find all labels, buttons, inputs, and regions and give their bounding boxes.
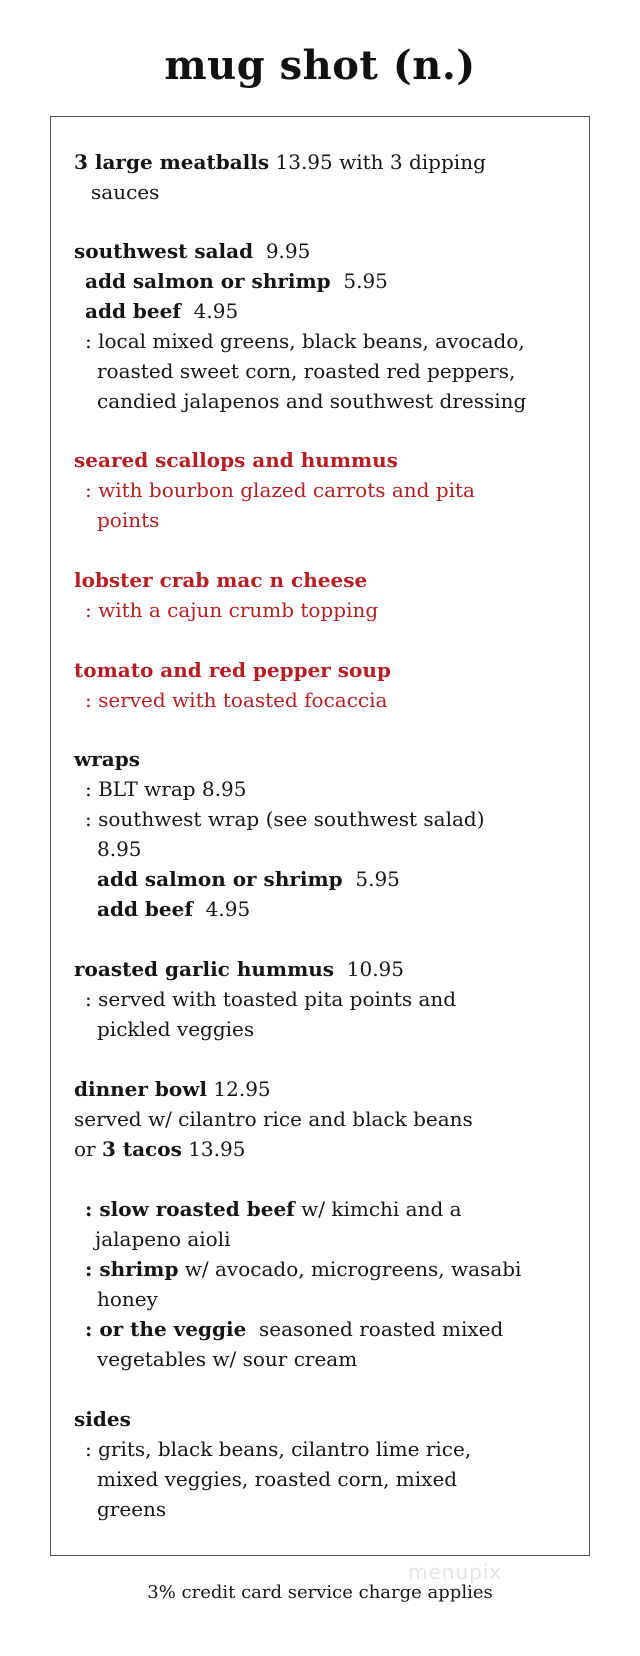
option-description: seasoned roasted mixed <box>259 1317 504 1341</box>
item-price: 12.95 <box>213 1077 271 1101</box>
item-description: : local mixed greens, black beans, avocado, <box>85 329 525 353</box>
watermark: menupix <box>408 1560 503 1584</box>
service-charge-note: 3% credit card service charge applies <box>147 1582 493 1603</box>
item-description: : with a cajun crumb topping <box>85 598 379 622</box>
option-description: jalapeno aioli <box>95 1227 231 1251</box>
option-description: w/ kimchi and a <box>301 1197 462 1221</box>
item-price: 9.95 <box>265 239 311 263</box>
menu-item-mac-n-cheese: lobster crab mac n cheese <box>74 568 368 592</box>
item-name: roasted garlic hummus <box>74 957 335 981</box>
item-price: 13.95 with 3 dipping <box>275 150 486 174</box>
addon-name: add beef <box>85 299 181 323</box>
option-description: w/ avocado, microgreens, wasabi <box>184 1257 522 1281</box>
option-description: vegetables w/ sour cream <box>97 1347 358 1371</box>
item-description: : with bourbon glazed carrots and pita <box>85 478 475 502</box>
wrap-southwest: : southwest wrap (see southwest salad) <box>85 807 485 831</box>
item-description: : served with toasted focaccia <box>85 688 388 712</box>
item-description: greens <box>97 1497 167 1521</box>
addon-name: add beef <box>97 897 193 921</box>
item-name: 3 large meatballs <box>74 150 270 174</box>
item-name: 3 tacos <box>101 1137 182 1161</box>
page-title: mug shot (n.) <box>164 42 476 89</box>
wrap-southwest-price: 8.95 <box>97 837 142 861</box>
addon-salmon-shrimp <box>97 864 400 894</box>
addon-price: 5.95 <box>355 867 400 891</box>
item-name: dinner bowl <box>74 1077 208 1101</box>
item-price: 13.95 <box>188 1137 246 1161</box>
menu-item-dinner-bowl <box>74 1074 271 1104</box>
menu-item-wraps: wraps <box>74 747 140 771</box>
menu-item-hummus <box>74 954 404 984</box>
item-description: mixed veggies, roasted corn, mixed <box>97 1467 458 1491</box>
item-description: : served with toasted pita points and <box>85 987 457 1011</box>
option-slow-roasted-beef <box>85 1194 462 1224</box>
option-description: honey <box>97 1287 158 1311</box>
menu-item-soup: tomato and red pepper soup <box>74 658 391 682</box>
addon-price: 4.95 <box>205 897 251 921</box>
addon-beef <box>85 296 238 326</box>
menu-item-sides: sides <box>74 1407 131 1431</box>
item-description: roasted sweet corn, roasted red peppers, <box>97 359 516 383</box>
option-name: : slow roasted beef <box>85 1197 295 1221</box>
option-name: : shrimp <box>85 1257 179 1281</box>
item-description: : grits, black beans, cilantro lime rice, <box>85 1437 472 1461</box>
item-name: southwest salad <box>74 239 254 263</box>
menu-item-meatballs <box>74 147 486 177</box>
addon-price: 4.95 <box>193 299 239 323</box>
addon-name: add salmon or shrimp <box>97 867 343 891</box>
item-description: sauces <box>91 180 160 204</box>
wrap-blt: : BLT wrap 8.95 <box>85 777 247 801</box>
menu-item-tacos <box>74 1134 245 1164</box>
option-veggie <box>85 1314 503 1344</box>
item-description: served w/ cilantro rice and black beans <box>74 1107 473 1131</box>
addon-beef <box>97 894 250 924</box>
or-text: or <box>74 1137 96 1161</box>
item-description: pickled veggies <box>97 1017 255 1041</box>
item-description: points <box>97 508 160 532</box>
menu-item-southwest-salad <box>74 236 310 266</box>
addon-salmon-shrimp <box>85 266 388 296</box>
menu-item-scallops: seared scallops and hummus <box>74 448 398 472</box>
option-shrimp <box>85 1254 521 1284</box>
option-name: : or the veggie <box>85 1317 247 1341</box>
item-price: 10.95 <box>346 957 405 981</box>
addon-price: 5.95 <box>343 269 388 293</box>
item-description: candied jalapenos and southwest dressing <box>97 389 527 413</box>
addon-name: add salmon or shrimp <box>85 269 331 293</box>
